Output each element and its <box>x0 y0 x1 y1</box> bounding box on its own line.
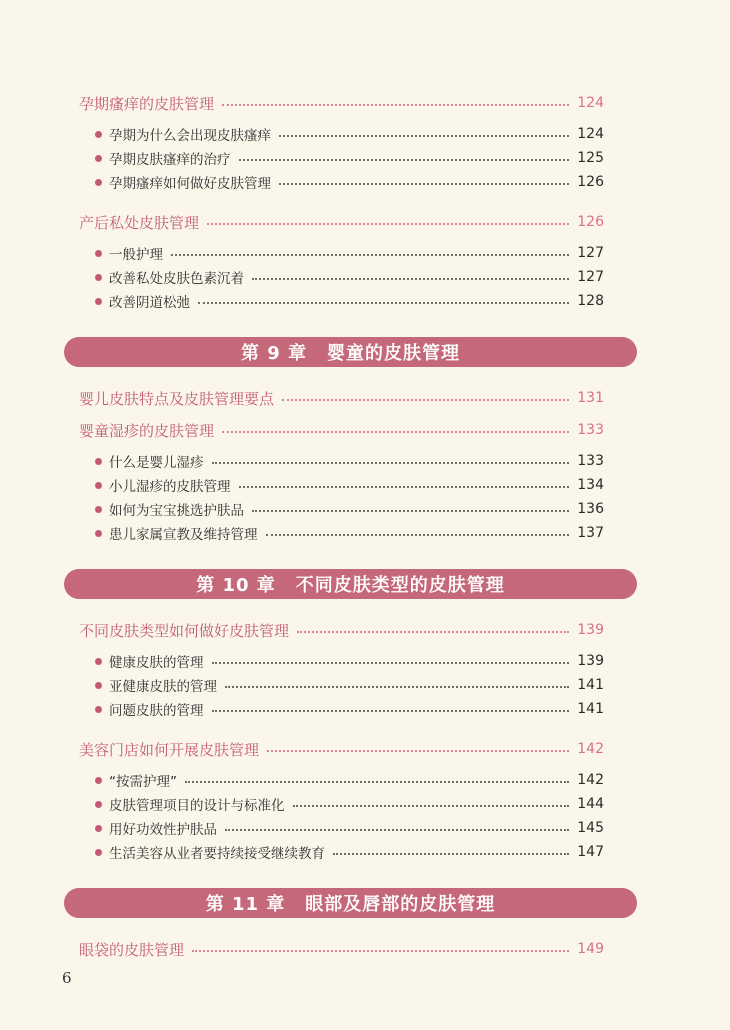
entry-page: 139 <box>577 653 604 669</box>
toc-item[interactable] <box>95 474 604 496</box>
entry-label: 健康皮肤的管理 <box>109 655 204 671</box>
bullet-icon <box>95 682 102 689</box>
bullet-icon <box>95 777 102 784</box>
bullet-icon <box>95 274 102 281</box>
toc-item[interactable] <box>95 698 604 720</box>
page-number: 6 <box>62 969 72 987</box>
dot-leader <box>222 431 569 433</box>
dot-leader <box>225 829 569 831</box>
entry-label: 不同皮肤类型如何做好皮肤管理 <box>79 621 290 640</box>
entry-page: 145 <box>577 820 604 836</box>
dot-leader <box>252 510 569 512</box>
entry-label: 改善私处皮肤色素沉着 <box>109 271 244 287</box>
bullet-icon <box>95 506 102 513</box>
dot-leader <box>212 710 570 712</box>
bullet-icon <box>95 250 102 257</box>
entry-page: 131 <box>577 390 604 406</box>
entry-page: 141 <box>577 701 604 717</box>
entry-label: 用好功效性护肤品 <box>109 822 217 838</box>
entry-page: 147 <box>577 844 604 860</box>
toc-item[interactable] <box>95 650 604 672</box>
entry-page: 149 <box>577 941 604 957</box>
dot-leader <box>212 462 570 464</box>
entry-page: 124 <box>577 95 604 111</box>
toc-item[interactable] <box>95 674 604 696</box>
toc-item[interactable] <box>95 242 604 264</box>
bullet-icon <box>95 530 102 537</box>
bullet-icon <box>95 825 102 832</box>
chapter-heading[interactable] <box>64 569 637 599</box>
dot-leader <box>293 805 570 807</box>
entry-page: 125 <box>577 150 604 166</box>
chapter-title: 不同皮肤类型的皮肤管理 <box>295 575 505 596</box>
bullet-icon <box>95 658 102 665</box>
toc-section[interactable] <box>79 619 604 641</box>
entry-label: 一般护理 <box>109 247 163 263</box>
bullet-icon <box>95 801 102 808</box>
toc-section[interactable] <box>79 738 604 760</box>
toc-section[interactable] <box>79 387 604 409</box>
entry-page: 137 <box>577 525 604 541</box>
chapter-heading[interactable] <box>64 337 637 367</box>
dot-leader <box>333 853 569 855</box>
entry-label: 婴儿皮肤特点及皮肤管理要点 <box>79 389 275 408</box>
chapter-heading[interactable] <box>64 888 637 918</box>
dot-leader <box>198 302 569 304</box>
entry-page: 133 <box>577 453 604 469</box>
entry-label: 亚健康皮肤的管理 <box>109 679 217 695</box>
entry-label: 孕期瘙痒如何做好皮肤管理 <box>109 176 271 192</box>
toc-section[interactable] <box>79 419 604 441</box>
entry-label: 美容门店如何开展皮肤管理 <box>79 740 260 759</box>
dot-leader <box>185 781 569 783</box>
toc-item[interactable] <box>95 793 604 815</box>
entry-label: 孕期为什么会出现皮肤瘙痒 <box>109 128 271 144</box>
entry-page: 136 <box>577 501 604 517</box>
dot-leader <box>267 750 569 752</box>
entry-page: 127 <box>577 269 604 285</box>
toc-item[interactable] <box>95 817 604 839</box>
dot-leader <box>252 278 569 280</box>
entry-page: 142 <box>577 772 604 788</box>
bullet-icon <box>95 298 102 305</box>
toc-item[interactable] <box>95 266 604 288</box>
entry-page: 126 <box>577 214 604 230</box>
dot-leader <box>222 104 569 106</box>
bullet-icon <box>95 458 102 465</box>
dot-leader <box>212 662 570 664</box>
toc-item[interactable] <box>95 171 604 193</box>
entry-label: 如何为宝宝挑选护肤品 <box>109 503 244 519</box>
chapter-title: 婴童的皮肤管理 <box>327 343 461 364</box>
entry-label: 患儿家属宣教及维持管理 <box>109 527 258 543</box>
entry-page: 142 <box>577 741 604 757</box>
dot-leader <box>192 950 569 952</box>
dot-leader <box>239 159 570 161</box>
toc-item[interactable] <box>95 841 604 863</box>
toc-item[interactable] <box>95 147 604 169</box>
dot-leader <box>297 631 569 633</box>
chapter-number: 第 10 章 <box>196 575 276 596</box>
entry-page: 141 <box>577 677 604 693</box>
bullet-icon <box>95 706 102 713</box>
toc-section[interactable] <box>79 211 604 233</box>
entry-label: 孕期皮肤瘙痒的治疗 <box>109 152 231 168</box>
entry-page: 133 <box>577 422 604 438</box>
entry-label: 皮肤管理项目的设计与标准化 <box>109 798 285 814</box>
toc-item[interactable] <box>95 290 604 312</box>
toc-section[interactable] <box>79 938 604 960</box>
toc-item[interactable] <box>95 522 604 544</box>
entry-label: 眼袋的皮肤管理 <box>79 940 185 959</box>
dot-leader <box>266 534 570 536</box>
chapter-number: 第 9 章 <box>240 343 308 364</box>
entry-label: 改善阴道松弛 <box>109 295 190 311</box>
toc-item[interactable] <box>95 498 604 520</box>
bullet-icon <box>95 482 102 489</box>
bullet-icon <box>95 131 102 138</box>
entry-label: 什么是婴儿湿疹 <box>109 455 204 471</box>
entry-page: 124 <box>577 126 604 142</box>
entry-label: 孕期瘙痒的皮肤管理 <box>79 94 215 113</box>
bullet-icon <box>95 179 102 186</box>
toc-section[interactable] <box>79 92 604 114</box>
dot-leader <box>279 183 569 185</box>
entry-label: 问题皮肤的管理 <box>109 703 204 719</box>
toc-item[interactable] <box>95 450 604 472</box>
toc-item[interactable] <box>95 769 604 791</box>
bullet-icon <box>95 155 102 162</box>
entry-page: 134 <box>577 477 604 493</box>
dot-leader <box>225 686 569 688</box>
entry-label: 婴童湿疹的皮肤管理 <box>79 421 215 440</box>
bullet-icon <box>95 849 102 856</box>
entry-page: 127 <box>577 245 604 261</box>
entry-label: “按需护理” <box>109 774 177 790</box>
dot-leader <box>171 254 569 256</box>
dot-leader <box>282 399 569 401</box>
chapter-title: 眼部及唇部的皮肤管理 <box>305 894 496 915</box>
entry-page: 144 <box>577 796 604 812</box>
dot-leader <box>239 486 570 488</box>
chapter-number: 第 11 章 <box>205 894 286 915</box>
entry-page: 126 <box>577 174 604 190</box>
dot-leader <box>279 135 569 137</box>
entry-page: 139 <box>577 622 604 638</box>
toc-item[interactable] <box>95 123 604 145</box>
entry-label: 生活美容从业者要持续接受继续教育 <box>109 846 325 862</box>
entry-label: 小儿湿疹的皮肤管理 <box>109 479 231 495</box>
entry-page: 128 <box>577 293 604 309</box>
dot-leader <box>207 223 569 225</box>
entry-label: 产后私处皮肤管理 <box>79 213 200 232</box>
